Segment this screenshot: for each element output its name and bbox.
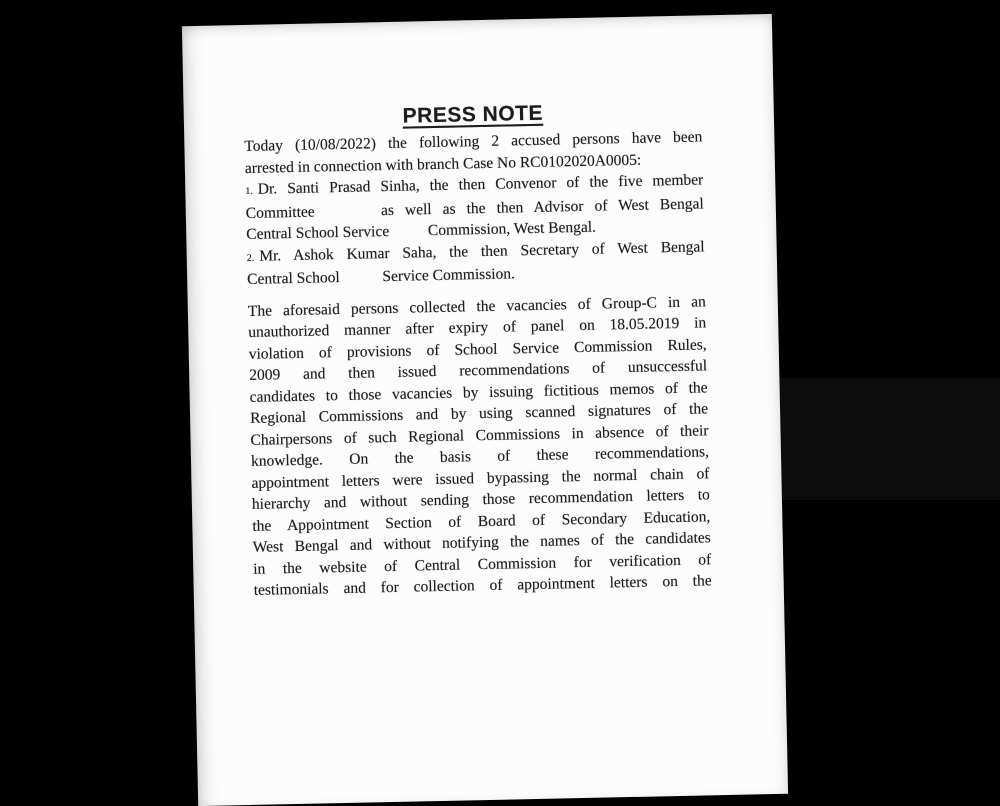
text-line: arrested in connection with branch Case No RC0102020A0005:: [244, 151, 642, 177]
body-paragraph: [248, 291, 712, 602]
text-line: candidates to those vacancies by issuing fictitious memos of the: [249, 378, 708, 406]
accused-1-name-line: Dr. Santi Prasad Sinha, the then Convenor of the five member: [257, 171, 704, 198]
text-line: knowledge. On the basis of these recommendations,: [250, 443, 710, 470]
accused-item-1: [245, 169, 704, 245]
text-line: Central School Service Commission.: [247, 265, 516, 288]
page-title-text: PRESS NOTE: [402, 101, 544, 128]
text-line: unauthorized manner after expiry of panel on 18.05.2019 in: [248, 314, 707, 341]
text-line: hierarchy and without sending those recommendation letters to: [251, 486, 711, 513]
text-line: West Bengal and without notifying the names of the candidates: [252, 529, 711, 556]
page-content: [182, 14, 784, 603]
text-line: violation of provisions of School Service Commission Rules,: [248, 335, 707, 363]
text-line: 2009 and then issued recommendations of unsuccessful: [249, 357, 708, 384]
text-line: in the website of Central Commission for verification of: [253, 550, 712, 578]
press-note-page: [182, 14, 788, 806]
text-line: Central School Service Commission, West Bengal.: [246, 218, 597, 243]
text-line: Committee as well as the then Advisor of West Bengal: [245, 194, 704, 222]
text-line: testimonials and for collection of appointment letters on the: [253, 572, 712, 599]
list-marker: 2.: [246, 252, 255, 264]
list-marker: 1.: [245, 185, 253, 197]
background-shade: [774, 378, 1000, 500]
accused-2-name-line: Mr. Ashok Kumar Saha, the then Secretary of West Bengal: [259, 237, 705, 265]
accused-item-2: [247, 236, 706, 291]
text-line: appointment letters were issued bypassing the normal chain of: [251, 464, 710, 492]
text-line: Today (10/08/2022) the following 2 accused persons have been: [244, 128, 703, 155]
text-line: The aforesaid persons collected the vacancies of Group-C in an: [247, 292, 706, 320]
text-line: the Appointment Section of Board of Secondary Education,: [252, 507, 711, 535]
text-line: Regional Commissions and by using scanned signatures of the: [249, 400, 709, 427]
text-line: Chairpersons of such Regional Commissions in absence of their: [250, 421, 709, 449]
